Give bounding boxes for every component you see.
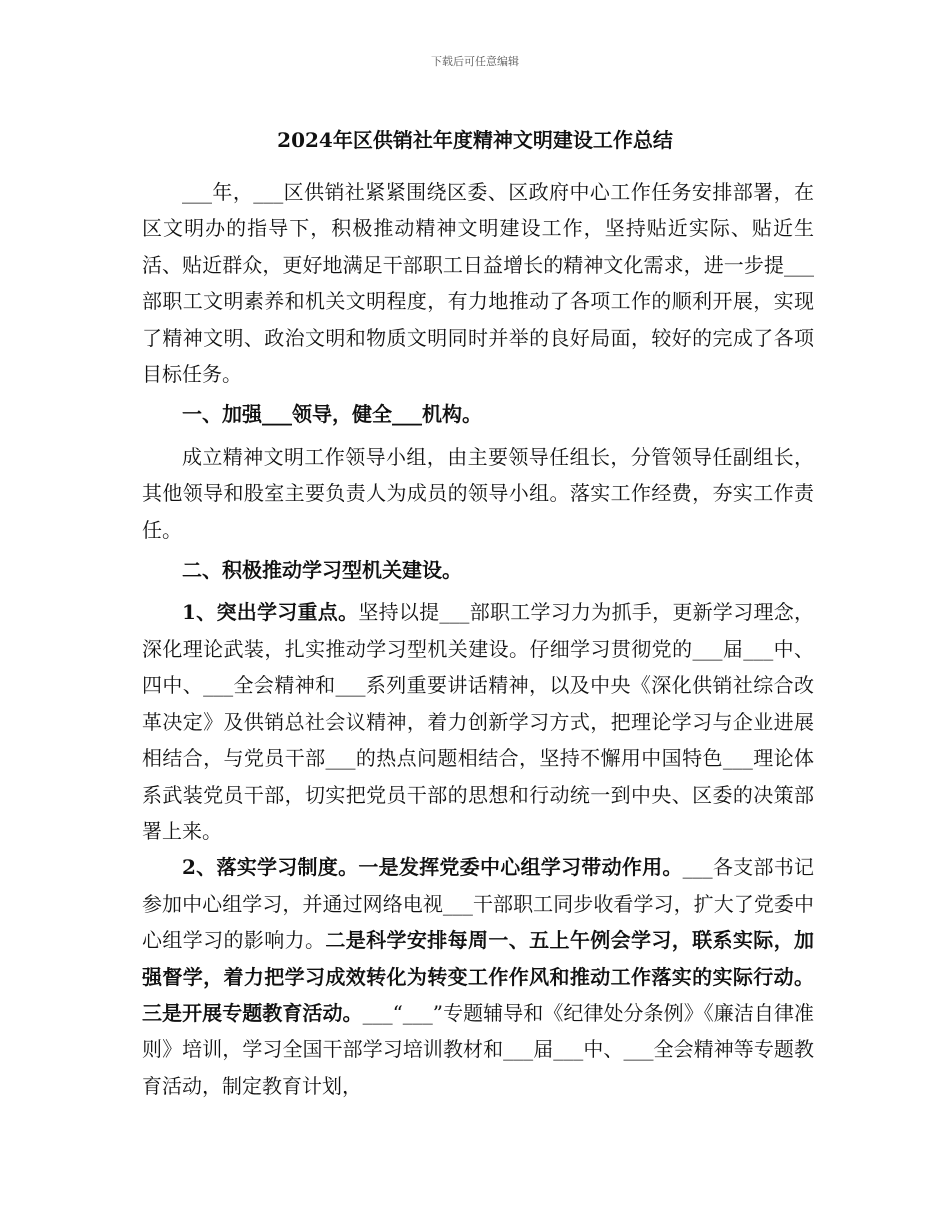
item-2-bold-2: 二是科学安排每周一、五上午例会学习，联系实际，加强督学，着力把学习成效转化为转变工作作风和推动工作落实的实际行动。三是开展专题教育活动。 — [142, 928, 814, 1025]
item-2-text-2: ___“___”专题辅导和《纪律处分条例》《廉洁自律准则》培训，学习全国干部学习培训教材和___届___中、___全会精神等专题教育活动，制定教育计划， — [142, 1000, 815, 1098]
intro-paragraph: ___年，___区供销社紧紧围绕区委、区政府中心工作任务安排部署，在区文明办的指导下，积极推动精神文明建设工作，坚持贴近实际、贴近生活、贴近群众，更好地满足干部职工日益增长的精神文化需求，进一步提___部职工文明素养和机关文明程度，有力地推动了各项工作的顺利开展，实现了精神文明、政治文明和物质文明同时并举的良好局面，较好的完成了各项目标任务。 — [142, 180, 814, 387]
section-2-heading: 二、积极推动学习型机关建设。 — [182, 558, 462, 583]
item-1-text: 坚持以提___部职工学习力为抓手，更新学习理念，深化理论武装，扎实推动学习型机关建设。仔细学习贯彻党的___届___中、四中、___全会精神和___系列重要讲话精神，以及中央《深化供销社综合改革决定》及供销总社会议精神，着力创新学习方式，把理论学习与企业进展相结合，与党员干部___的热点问题相结合，坚持不懈用中国特色___理论体系武装党员干部，切实把党员干部的思想和行动统一到中央、区委的决策部署上来。 — [142, 600, 814, 843]
section-1-heading: 一、加强___领导，健全___机构。 — [182, 402, 482, 427]
item-2-paragraph — [142, 849, 814, 1104]
item-1-paragraph — [142, 594, 814, 849]
item-2-lead: 2、落实学习制度。一是发挥党委中心组学习带动作用。 — [182, 855, 683, 880]
document-body — [142, 174, 814, 1104]
item-1-lead: 1、突出学习重点。 — [182, 600, 359, 625]
item-2-text-1: ___各支部书记参加中心组学习，并通过网络电视___干部职工同步收看学习，扩大了党委中心组学习的影响力。 — [142, 855, 815, 953]
section-1-paragraph: 成立精神文明工作领导小组，由主要领导任组长，分管领导任副组长，其他领导和股室主要负责人为成员的领导小组。落实工作经费，夯实工作责任。 — [142, 444, 814, 542]
document-title: 2024年区供销社年度精神文明建设工作总结 — [277, 128, 673, 152]
header-note: 下载后可任意编辑 — [431, 55, 519, 68]
